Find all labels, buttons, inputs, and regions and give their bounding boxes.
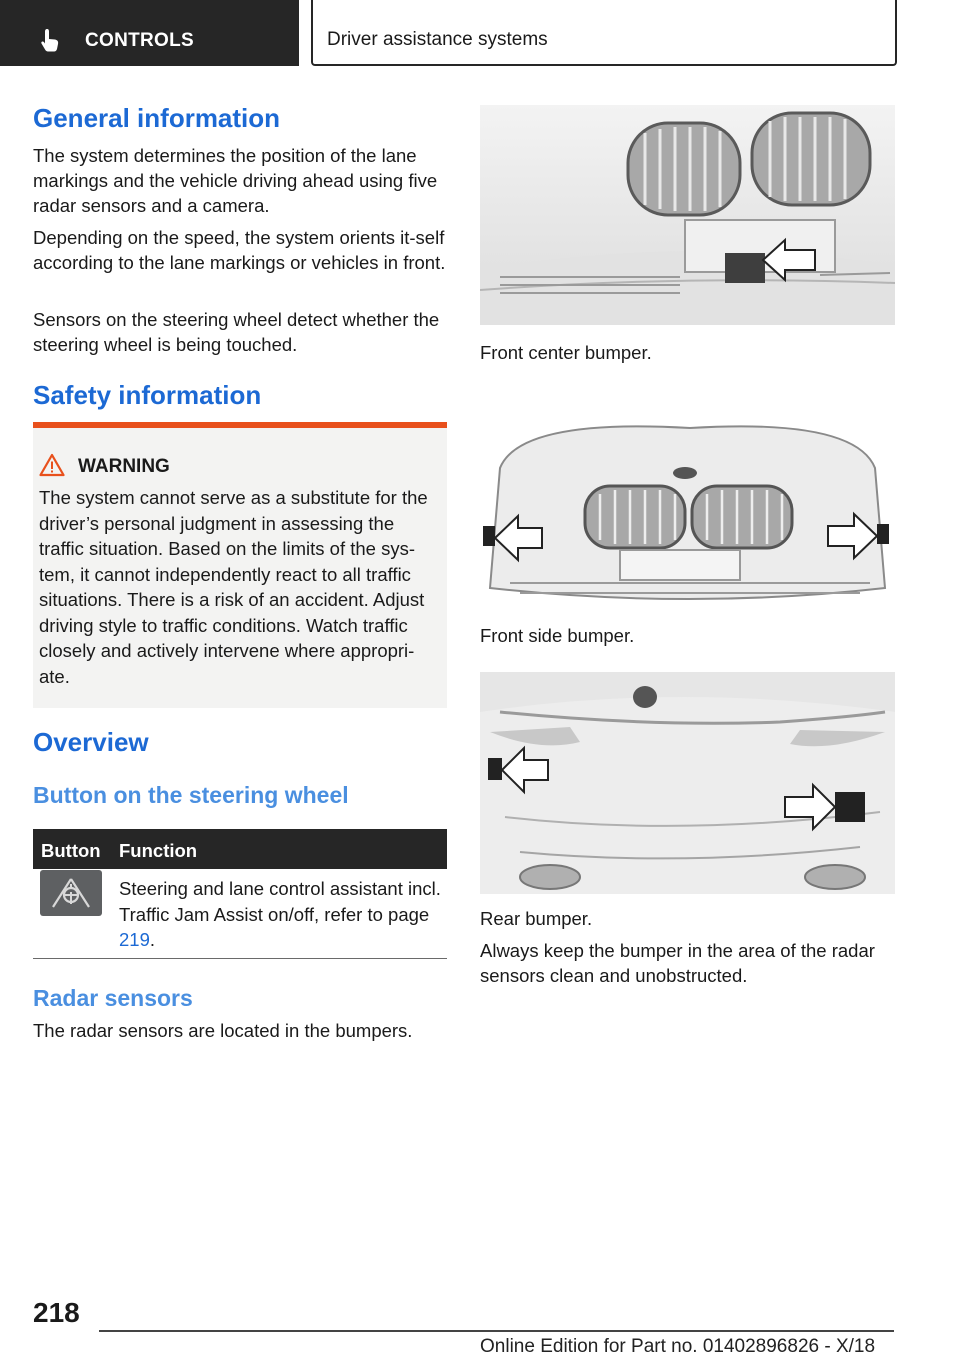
table-row-text-end: . [149, 929, 156, 950]
overview-heading: Overview [33, 727, 149, 757]
lane-assist-button-icon [40, 870, 102, 916]
closing-text: Always keep the bumper in the area of the radar sensors clean and unobstructed. [480, 940, 875, 986]
warning-triangle-icon [39, 453, 65, 477]
general-paragraph-3: Sensors on the steering wheel detect whether the steering wheel is being touched. [33, 309, 440, 355]
table-divider [33, 958, 447, 959]
steering-wheel-button-heading: Button on the steering wheel [33, 782, 349, 808]
chapter-label: CONTROLS [85, 30, 195, 51]
table-row [119, 876, 445, 953]
rear-bumper-illustration [480, 672, 895, 894]
section-title: Driver assistance systems [327, 29, 548, 50]
warning-text: The system cannot serve as a substitute for the driver’s personal judgment in assessing the traffic situation. Based on the limits of the sys-tem, it cannot independently react to all traffic situations. There is a risk of an accident. Adjust driving style to traffic conditions. Watch traffic closely and actively intervene where appropri-ate. [39, 487, 428, 687]
table-row-text: Steering and lane control assistant incl. Traffic Jam Assist on/off, refer to page [119, 878, 441, 925]
section-header [311, 0, 897, 66]
warning-box [33, 422, 447, 708]
general-information-heading: General information [33, 103, 281, 133]
warning-label: WARNING [78, 456, 170, 477]
finger-pointer-icon [38, 27, 64, 53]
page-number: 218 [33, 1297, 80, 1328]
edition-text: Online Edition for Part no. 01402896826 - X/18 [480, 1336, 876, 1357]
table-header [33, 829, 447, 869]
steering-lane-icon [40, 870, 102, 916]
radar-sensors-heading: Radar sensors [33, 985, 193, 1011]
safety-information-heading: Safety information [33, 380, 262, 410]
general-paragraph-1: The system determines the position of the lane markings and the vehicle driving ahead using five radar sensors and a camera. [33, 145, 438, 216]
footer-divider [99, 1330, 894, 1332]
front-side-bumper-illustration [480, 388, 895, 610]
radar-sensors-text: The radar sensors are located in the bumpers. [33, 1020, 413, 1041]
table-header-button: Button [41, 840, 101, 861]
page-reference-link[interactable]: 219 [119, 929, 150, 950]
figure-caption-front-center: Front center bumper. [480, 342, 652, 363]
table-header-function: Function [119, 840, 198, 861]
figure-caption-front-side: Front side bumper. [480, 625, 635, 646]
front-center-bumper-illustration [480, 105, 895, 325]
chapter-tab[interactable] [0, 0, 299, 66]
figure-caption-rear: Rear bumper. [480, 908, 593, 929]
general-paragraph-2: Depending on the speed, the system orients it-self according to the lane markings or vehicles in front. [33, 227, 446, 273]
